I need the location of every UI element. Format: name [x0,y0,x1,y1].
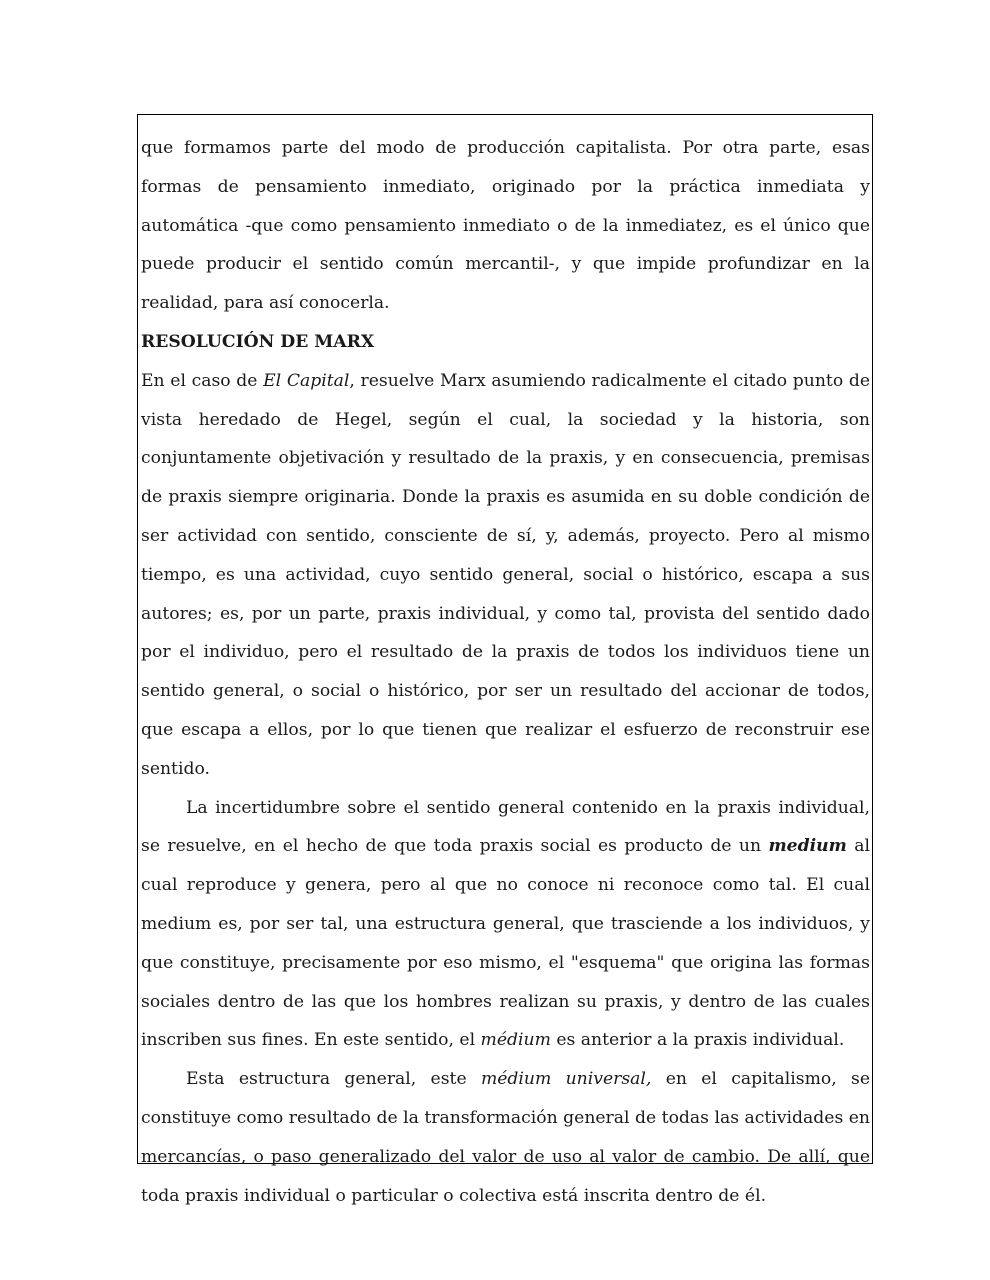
term-medium-italic: médium [480,1030,551,1051]
paragraph-2-text-a: En el caso de [141,370,264,391]
book-title-el-capital: El Capital [263,370,350,391]
page-frame [137,114,873,1206]
paragraph-1 [141,129,870,323]
paragraph-4-text-a: Esta estructura general, este [186,1069,481,1090]
paragraph-4 [141,1060,870,1215]
paragraph-4-text-b: en el capitalismo, se constituye como resultado de la transformación general de todas las actividades en mercancías, o paso generalizado del valor de uso al valor de cambio. De allí, que toda praxis individual o particular o colectiva está inscrita dentro de él. [141,1069,870,1206]
section-heading [141,323,870,362]
paragraph-2 [141,362,870,789]
paragraph-3-text-b: al cual reproduce y genera, pero al que no conoce ni reconoce como tal. El cual medium es, por ser tal, una estructura general, que trasciende a los individuos, y que constituye, precisamente por eso mismo, el "esquema" que origina las formas sociales dentro de las que los hombres realizan su praxis, y dentro de las cuales inscriben sus fines. En este sentido, el [141,836,870,1051]
paragraph-3-text-a: La incertidumbre sobre el sentido general contenido en la praxis individual, se resuelve, en el hecho de que toda praxis social es producto de un [141,797,870,857]
document-body [141,129,870,1215]
term-medium-bold: medium [768,836,847,857]
paragraph-3-text-c: es anterior a la praxis individual. [550,1030,845,1051]
paragraph-2-text-b: , resuelve Marx asumiendo radicalmente el citado punto de vista heredado de Hegel, según el cual, la sociedad y la historia, son conjuntamente objetivación y resultado de la praxis, y en consecuencia, premisas de praxis siempre originaria. Donde la praxis es asumida en su doble condición de ser actividad con sentido, consciente de sí, y, además, proyecto. Pero al mismo tiempo, es una actividad, cuyo sentido general, social o histórico, escapa a sus autores; es, por un parte, praxis individual, y como tal, provista del sentido dado por el individuo, pero el resultado de la praxis de todos los individuos tiene un sentido general, o social o histórico, por ser un resultado del accionar de todos, que escapa a ellos, por lo que tienen que realizar el esfuerzo de reconstruir ese sentido. [141,370,870,779]
paragraph-3 [141,789,870,1061]
section-heading-text: RESOLUCIÓN DE MARX [141,331,375,352]
term-medium-universal: médium universal, [480,1069,652,1090]
paragraph-1-text: que formamos parte del modo de producción capitalista. Por otra parte, esas formas de pensamiento inmediato, originado por la práctica inmediata y automática -que como pensamiento inmediato o de la inmediatez, es el único que puede producir el sentido común mercantil-, y que impide profundizar en la realidad, para así conocerla. [141,138,870,314]
